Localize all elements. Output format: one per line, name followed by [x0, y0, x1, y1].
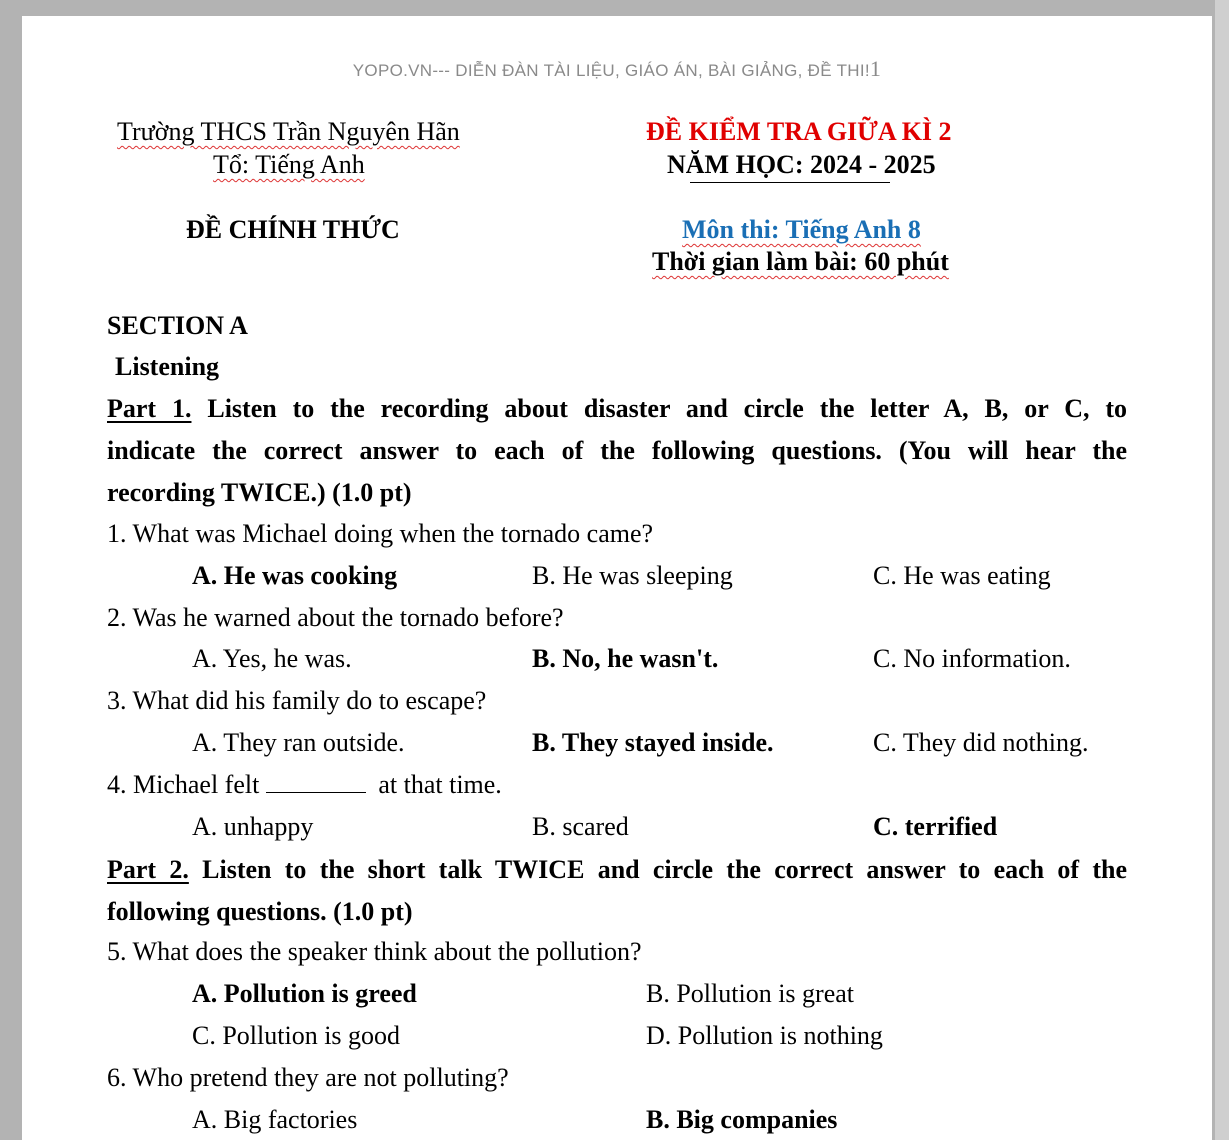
- page-header: [22, 56, 1212, 82]
- page-number: 1: [869, 56, 882, 81]
- q4-option-a: A. unhappy: [192, 812, 314, 841]
- part1-instructions: [107, 388, 1127, 514]
- q1-option-c: C. He was eating: [873, 561, 1051, 590]
- school-year: NĂM HỌC: 2024 - 2025: [667, 150, 936, 179]
- question-6: 6. Who pretend they are not polluting?: [107, 1063, 509, 1092]
- exam-title: ĐỀ KIỂM TRA GIỮA KÌ 2: [646, 117, 952, 146]
- question-4: 4. Michael felt at that time.: [107, 770, 502, 799]
- department-name: Tổ: Tiếng Anh: [213, 150, 365, 179]
- title-rule: [690, 182, 890, 183]
- part2-line1: Part 2. Listen to the short talk TWICE and circle the correct answer to each of the: [107, 855, 1127, 884]
- subject-label: Môn thi: Tiếng Anh 8: [682, 215, 921, 244]
- official-label: ĐỀ CHÍNH THỨC: [186, 215, 400, 244]
- question-3: 3. What did his family do to escape?: [107, 686, 487, 715]
- answer-blank: [266, 772, 366, 793]
- q4-option-b: B. scared: [532, 812, 629, 841]
- school-name: Trường THCS Trần Nguyên Hãn: [117, 117, 460, 146]
- part1-line2: indicate the correct answer to each of the following questions. (You will hear the: [107, 436, 1127, 465]
- q1-option-b: B. He was sleeping: [532, 561, 733, 590]
- q1-option-a: A. He was cooking: [192, 561, 398, 590]
- q3-option-c: C. They did nothing.: [873, 728, 1089, 757]
- header-site-text: YOPO.VN--- DIỄN ĐÀN TÀI LIỆU, GIÁO ÁN, BÀI GIẢNG, ĐỀ THI!: [352, 61, 870, 80]
- question-2: 2. Was he warned about the tornado before?: [107, 603, 564, 632]
- q6-option-b: B. Big companies: [646, 1105, 838, 1134]
- q5-option-d: D. Pollution is nothing: [646, 1021, 883, 1050]
- window-edge: [1215, 0, 1229, 1140]
- q3-option-b: B. They stayed inside.: [532, 728, 774, 757]
- part2-instructions: [107, 849, 1127, 933]
- duration-label: Thời gian làm bài: 60 phút: [652, 247, 949, 276]
- q5-option-a: A. Pollution is greed: [192, 979, 417, 1008]
- part1-line1: Part 1. Listen to the recording about disaster and circle the letter A, B, or C, to: [107, 394, 1128, 423]
- question-1: 1. What was Michael doing when the tornado came?: [107, 519, 654, 548]
- q2-option-a: A. Yes, he was.: [192, 644, 352, 673]
- q2-option-b: B. No, he wasn't.: [532, 644, 719, 673]
- q2-option-c: C. No information.: [873, 644, 1071, 673]
- section-title: SECTION A: [107, 311, 248, 340]
- q5-option-c: C. Pollution is good: [192, 1021, 401, 1050]
- document-page: [22, 16, 1212, 1140]
- q6-option-a: A. Big factories: [192, 1105, 358, 1134]
- part1-line3: recording TWICE.) (1.0 pt): [107, 478, 412, 507]
- section-subtitle: Listening: [115, 352, 220, 381]
- q4-option-c: C. terrified: [873, 812, 998, 841]
- part2-line2: following questions. (1.0 pt): [107, 897, 413, 926]
- q3-option-a: A. They ran outside.: [192, 728, 405, 757]
- question-5: 5. What does the speaker think about the pollution?: [107, 937, 642, 966]
- q5-option-b: B. Pollution is great: [646, 979, 854, 1008]
